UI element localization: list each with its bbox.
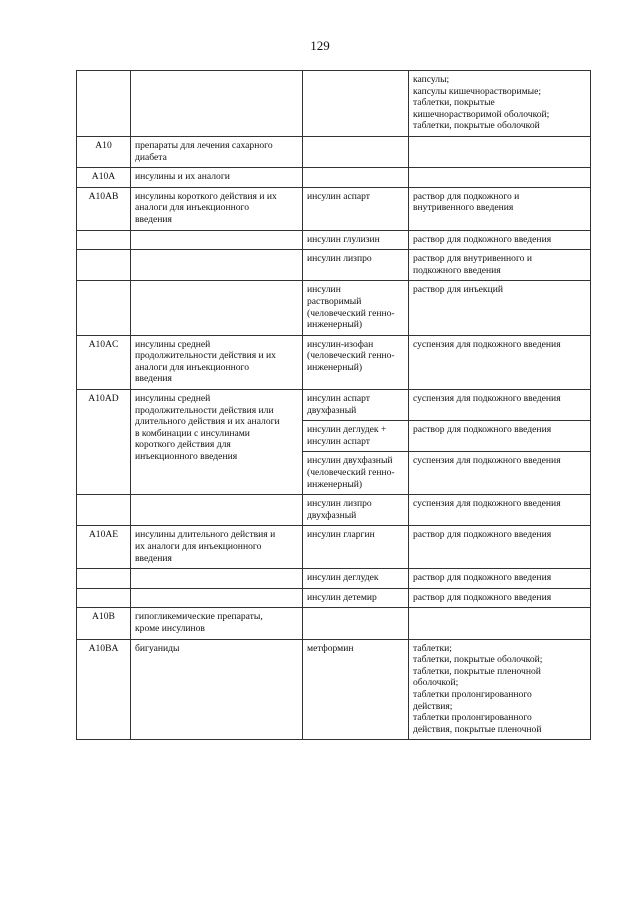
dosage-form-cell: [409, 608, 591, 639]
drug-name-cell-line: двухфазный: [307, 509, 357, 521]
atc-code-cell: [77, 526, 131, 569]
drug-name-cell: [303, 250, 409, 281]
dosage-form-cell: [409, 187, 591, 230]
drug-name-cell: [303, 608, 409, 639]
dosage-form-cell: [409, 230, 591, 250]
dosage-form-cell: [409, 452, 591, 495]
drug-name-cell: [303, 71, 409, 137]
drug-name-cell-line: инсулин глулизин: [307, 233, 380, 245]
group-name-cell-line: длительного действия и их аналоги: [135, 416, 280, 428]
drug-table: [76, 70, 591, 740]
atc-code-cell-line: A10: [95, 139, 112, 151]
dosage-form-cell-line: раствор для подкожного и: [413, 190, 520, 202]
dosage-form-cell-line: раствор для подкожного введения: [413, 572, 552, 584]
drug-name-cell: [303, 230, 409, 250]
dosage-form-cell: [409, 250, 591, 281]
dosage-form-cell: [409, 588, 591, 608]
drug-name-cell-line: инсулин гларгин: [307, 529, 375, 541]
dosage-form-cell-line: таблетки пролонгированного: [413, 712, 532, 724]
dosage-form-cell-line: раствор для внутривенного и: [413, 253, 532, 265]
dosage-form-cell-line: капсулы кишечнорастворимые;: [413, 85, 542, 97]
group-name-cell-line: введения: [135, 552, 172, 564]
group-name-cell: [131, 168, 303, 188]
drug-name-cell: [303, 335, 409, 389]
group-name-cell-line: инсулины короткого действия и их: [135, 190, 277, 202]
drug-name-cell: [303, 495, 409, 526]
group-name-cell: [131, 526, 303, 569]
table-row: [77, 526, 591, 569]
dosage-form-cell-line: действия;: [413, 700, 453, 712]
drug-name-cell: [303, 452, 409, 495]
drug-name-cell-line: (человеческий генно-: [307, 307, 395, 319]
group-name-cell-line: бигуаниды: [135, 642, 180, 654]
group-name-cell: [131, 495, 303, 526]
dosage-form-cell-line: раствор для подкожного введения: [413, 424, 552, 436]
dosage-form-cell-line: суспензия для подкожного введения: [413, 393, 561, 405]
table-row: [77, 168, 591, 188]
table-row: [77, 390, 591, 421]
atc-code-cell-line: A10AB: [88, 190, 119, 202]
dosage-form-cell-line: таблетки, покрытые оболочкой;: [413, 654, 543, 666]
table-row: [77, 639, 591, 740]
group-name-cell-line: введения: [135, 213, 172, 225]
atc-code-cell: [77, 495, 131, 526]
group-name-cell: [131, 187, 303, 230]
table-row: [77, 187, 591, 230]
dosage-form-cell: [409, 281, 591, 335]
drug-name-cell: [303, 168, 409, 188]
atc-code-cell: [77, 230, 131, 250]
dosage-form-cell-line: таблетки пролонгированного: [413, 688, 532, 700]
dosage-form-cell: [409, 136, 591, 167]
group-name-cell: [131, 71, 303, 137]
group-name-cell-line: инсулины и их аналоги: [135, 171, 230, 183]
drug-name-cell-line: инсулин деглудек: [307, 572, 379, 584]
group-name-cell-line: их аналоги для инъекционного: [135, 541, 262, 552]
drug-name-cell: [303, 136, 409, 167]
table-row: [77, 230, 591, 250]
atc-code-cell-line: A10AD: [88, 393, 119, 405]
drug-name-cell: [303, 526, 409, 569]
atc-code-cell: [77, 168, 131, 188]
table-row: [77, 608, 591, 639]
table-row: [77, 281, 591, 335]
drug-name-cell-line: инсулин детемир: [307, 591, 377, 603]
atc-code-cell: [77, 639, 131, 740]
group-name-cell: [131, 639, 303, 740]
dosage-form-cell-line: раствор для инъекций: [413, 284, 503, 296]
dosage-form-cell: [409, 526, 591, 569]
drug-name-cell-line: инженерный): [307, 361, 363, 373]
dosage-form-cell: [409, 390, 591, 421]
dosage-form-cell: [409, 71, 591, 137]
dosage-form-cell: [409, 495, 591, 526]
dosage-form-cell-line: таблетки, покрытые оболочкой: [413, 120, 540, 132]
group-name-cell: [131, 250, 303, 281]
drug-name-cell-line: инсулин аспарт: [307, 435, 371, 447]
drug-name-cell-line: инсулин аспарт: [307, 393, 371, 405]
drug-name-cell: [303, 569, 409, 589]
dosage-form-cell-line: кишечнорастворимой оболочкой;: [413, 108, 550, 120]
group-name-cell-line: продолжительности действия или: [135, 404, 274, 416]
atc-code-cell: [77, 136, 131, 167]
group-name-cell: [131, 136, 303, 167]
drug-name-cell: [303, 187, 409, 230]
group-name-cell-line: в комбинации с инсулинами: [135, 427, 250, 439]
group-name-cell-line: кроме инсулинов: [135, 622, 205, 634]
table-row: [77, 335, 591, 389]
dosage-form-cell: [409, 569, 591, 589]
page-number: 129: [310, 38, 330, 53]
dosage-form-cell: [409, 639, 591, 740]
group-name-cell-line: аналоги для инъекционного: [135, 202, 250, 214]
table-row: [77, 588, 591, 608]
drug-name-cell-line: инженерный): [307, 319, 363, 331]
group-name-cell-line: короткого действия для: [135, 439, 231, 451]
drug-name-cell-line: инсулин лизпро: [307, 498, 372, 510]
dosage-form-cell-line: действия, покрытые пленочной: [413, 723, 542, 735]
group-name-cell: [131, 281, 303, 335]
drug-name-cell: [303, 421, 409, 452]
table-row: [77, 569, 591, 589]
drug-name-cell-line: инсулин: [307, 284, 341, 296]
drug-name-cell-line: (человеческий генно-: [307, 350, 395, 362]
atc-code-cell: [77, 588, 131, 608]
dosage-form-cell-line: раствор для подкожного введения: [413, 233, 552, 245]
group-name-cell-line: введения: [135, 373, 172, 385]
drug-name-cell-line: инсулин аспарт: [307, 190, 371, 202]
group-name-cell-line: инсулины средней: [135, 338, 211, 350]
group-name-cell: [131, 335, 303, 389]
group-name-cell-line: аналоги для инъекционного: [135, 361, 250, 373]
atc-code-cell: [77, 390, 131, 495]
group-name-cell-line: продолжительности действия и их: [135, 350, 276, 362]
atc-code-cell: [77, 187, 131, 230]
atc-code-cell-line: A10BA: [88, 642, 119, 654]
dosage-form-cell-line: раствор для подкожного введения: [413, 591, 552, 603]
table-row: [77, 136, 591, 167]
atc-code-cell: [77, 250, 131, 281]
table-row: [77, 250, 591, 281]
drug-name-cell-line: инсулин двухфазный: [307, 455, 393, 467]
atc-code-cell-line: A10B: [92, 611, 115, 623]
group-name-cell: [131, 608, 303, 639]
dosage-form-cell-line: раствор для подкожного введения: [413, 529, 552, 541]
dosage-form-cell-line: таблетки, покрытые пленочной: [413, 665, 541, 677]
atc-code-cell: [77, 608, 131, 639]
group-name-cell: [131, 588, 303, 608]
group-name-cell: [131, 390, 303, 495]
group-name-cell: [131, 230, 303, 250]
group-name-cell-line: инсулины средней: [135, 393, 211, 405]
dosage-form-cell-line: суспензия для подкожного введения: [413, 455, 561, 467]
atc-code-cell-line: A10AE: [88, 529, 119, 541]
dosage-form-cell: [409, 421, 591, 452]
group-name-cell-line: инсулины длительного действия и: [135, 529, 276, 541]
drug-name-cell-line: двухфазный: [307, 404, 357, 416]
dosage-form-cell-line: таблетки, покрытые: [413, 97, 495, 109]
dosage-form-cell-line: таблетки;: [413, 642, 452, 654]
dosage-form-cell-line: капсулы;: [413, 74, 450, 85]
drug-name-cell-line: растворимый: [307, 295, 362, 307]
atc-code-cell-line: A10AC: [88, 338, 119, 350]
table-row: [77, 495, 591, 526]
dosage-form-cell-line: суспензия для подкожного введения: [413, 338, 561, 350]
table-body: [77, 71, 591, 740]
group-name-cell-line: препараты для лечения сахарного: [135, 139, 273, 151]
atc-code-cell: [77, 281, 131, 335]
drug-name-cell-line: инсулин деглудек +: [307, 424, 387, 436]
atc-code-cell: [77, 71, 131, 137]
dosage-form-cell-line: оболочкой;: [413, 677, 459, 689]
drug-name-cell-line: инженерный): [307, 478, 363, 490]
drug-name-cell-line: инсулин-изофан: [307, 338, 374, 350]
atc-code-cell: [77, 569, 131, 589]
group-name-cell-line: диабета: [135, 151, 167, 163]
drug-name-cell-line: инсулин лизпро: [307, 253, 372, 265]
dosage-form-cell: [409, 168, 591, 188]
dosage-form-cell-line: суспензия для подкожного введения: [413, 498, 561, 510]
drug-name-cell: [303, 281, 409, 335]
atc-code-cell-line: A10A: [91, 171, 116, 183]
dosage-form-cell: [409, 335, 591, 389]
atc-code-cell: [77, 335, 131, 389]
group-name-cell-line: гипогликемические препараты,: [135, 611, 263, 623]
group-name-cell: [131, 569, 303, 589]
drug-name-cell: [303, 639, 409, 740]
group-name-cell-line: инъекционного введения: [135, 451, 238, 463]
drug-name-cell-line: метформин: [307, 642, 354, 654]
drug-name-cell: [303, 588, 409, 608]
drug-name-cell-line: (человеческий генно-: [307, 467, 395, 479]
drug-name-cell: [303, 390, 409, 421]
table-row: [77, 71, 591, 137]
dosage-form-cell-line: внутривенного введения: [413, 202, 514, 214]
dosage-form-cell-line: подкожного введения: [413, 264, 501, 276]
